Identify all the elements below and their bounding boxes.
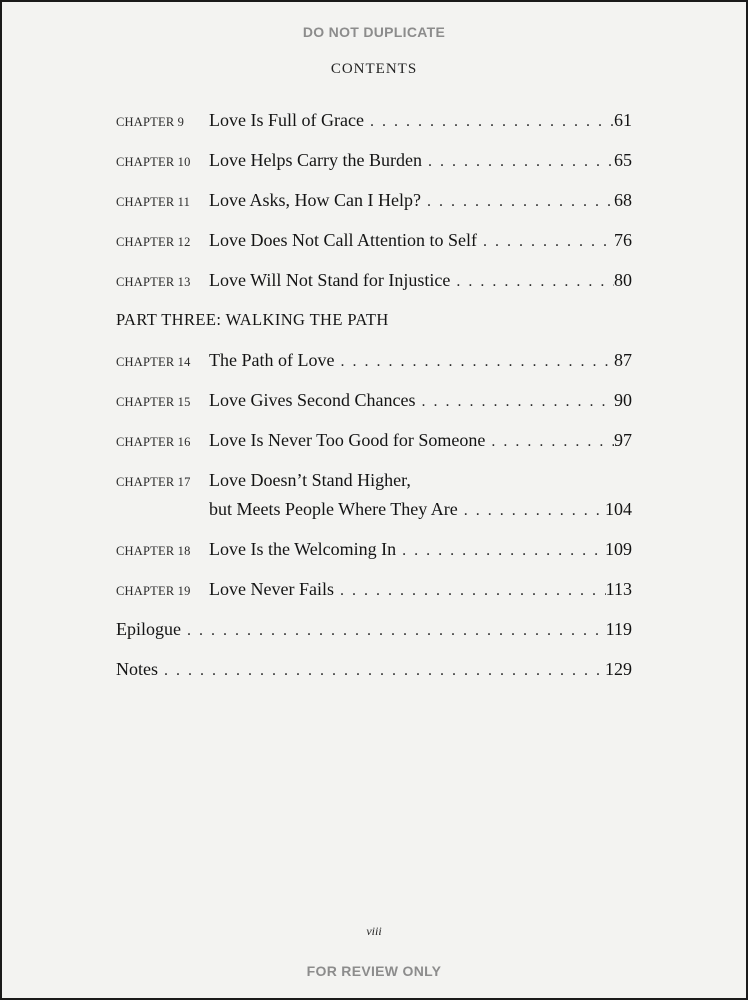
chapter-label: CHAPTER 16 <box>116 435 191 449</box>
toc-entry[interactable] <box>116 575 632 615</box>
page-number: 90 <box>614 390 632 410</box>
dot-leader <box>422 148 614 176</box>
chapter-title: Love Never Fails <box>209 579 334 599</box>
dot-leader <box>396 537 605 565</box>
page-number: 61 <box>614 110 632 130</box>
dot-leader <box>334 577 606 605</box>
chapter-title: Love Gives Second Chances <box>209 390 416 410</box>
part-heading: PART THREE: WALKING THE PATH <box>116 310 389 329</box>
watermark-bottom: FOR REVIEW ONLY <box>306 963 442 979</box>
chapter-title: Love Does Not Call Attention to Self <box>209 230 477 250</box>
backmatter-title: Notes <box>116 659 158 679</box>
toc-entry-notes[interactable] <box>116 655 632 695</box>
chapter-title-line2: but Meets People Where They Are <box>209 499 458 519</box>
page-number: 97 <box>614 430 632 450</box>
toc-entry[interactable] <box>116 535 632 575</box>
chapter-label: CHAPTER 9 <box>116 115 185 129</box>
chapter-label: CHAPTER 10 <box>116 155 191 169</box>
dot-leader <box>364 108 614 136</box>
page-number: 109 <box>605 539 632 559</box>
page-number: 87 <box>614 350 632 370</box>
dot-leader <box>181 617 606 645</box>
chapter-title: Love Is Full of Grace <box>209 110 364 130</box>
dot-leader <box>450 268 614 296</box>
toc-entry[interactable] <box>116 266 632 306</box>
page-number: 119 <box>605 619 632 639</box>
chapter-title: Love Helps Carry the Burden <box>209 150 422 170</box>
dot-leader <box>415 388 614 416</box>
chapter-label: CHAPTER 11 <box>116 195 191 209</box>
dot-leader <box>485 428 614 456</box>
toc-entry[interactable] <box>116 186 632 226</box>
watermark-top: DO NOT DUPLICATE <box>302 24 446 40</box>
page-number: 76 <box>614 230 632 250</box>
folio-page-number: viii <box>366 924 382 938</box>
page-number: 68 <box>614 190 632 210</box>
toc-entry[interactable] <box>116 426 632 466</box>
toc-entry[interactable] <box>116 226 632 266</box>
chapter-label: CHAPTER 12 <box>116 235 191 249</box>
chapter-label: CHAPTER 18 <box>116 544 191 558</box>
toc-entry[interactable] <box>116 346 632 386</box>
page-number: 104 <box>605 499 632 519</box>
toc-entry[interactable] <box>116 466 632 535</box>
chapter-title: Love Is Never Too Good for Someone <box>209 430 486 450</box>
chapter-label: CHAPTER 13 <box>116 275 191 289</box>
toc-entry-epilogue[interactable] <box>116 615 632 655</box>
chapter-label: CHAPTER 15 <box>116 395 191 409</box>
chapter-label: CHAPTER 14 <box>116 355 191 369</box>
chapter-title: Love Asks, How Can I Help? <box>209 190 421 210</box>
dot-leader <box>158 657 605 685</box>
chapter-label: CHAPTER 19 <box>116 584 191 598</box>
chapter-label: CHAPTER 17 <box>116 475 191 489</box>
page-number: 80 <box>614 270 632 290</box>
dot-leader <box>334 348 614 376</box>
toc-entry[interactable] <box>116 386 632 426</box>
chapter-title: Love Is the Welcoming In <box>209 539 397 559</box>
toc-entry[interactable] <box>116 146 632 186</box>
dot-leader <box>421 188 614 216</box>
chapter-title: Love Will Not Stand for Injustice <box>209 270 451 290</box>
page-number: 129 <box>605 659 632 679</box>
backmatter-title: Epilogue <box>116 619 181 639</box>
dot-leader <box>477 228 614 256</box>
toc-entry[interactable] <box>116 106 632 146</box>
dot-leader <box>458 497 605 525</box>
table-of-contents <box>116 106 632 695</box>
page-number: 65 <box>614 150 632 170</box>
contents-heading: CONTENTS <box>330 61 418 77</box>
page-number: 113 <box>605 579 632 599</box>
chapter-title-line1: Love Doesn’t Stand Higher, <box>209 470 411 490</box>
chapter-title: The Path of Love <box>209 350 335 370</box>
